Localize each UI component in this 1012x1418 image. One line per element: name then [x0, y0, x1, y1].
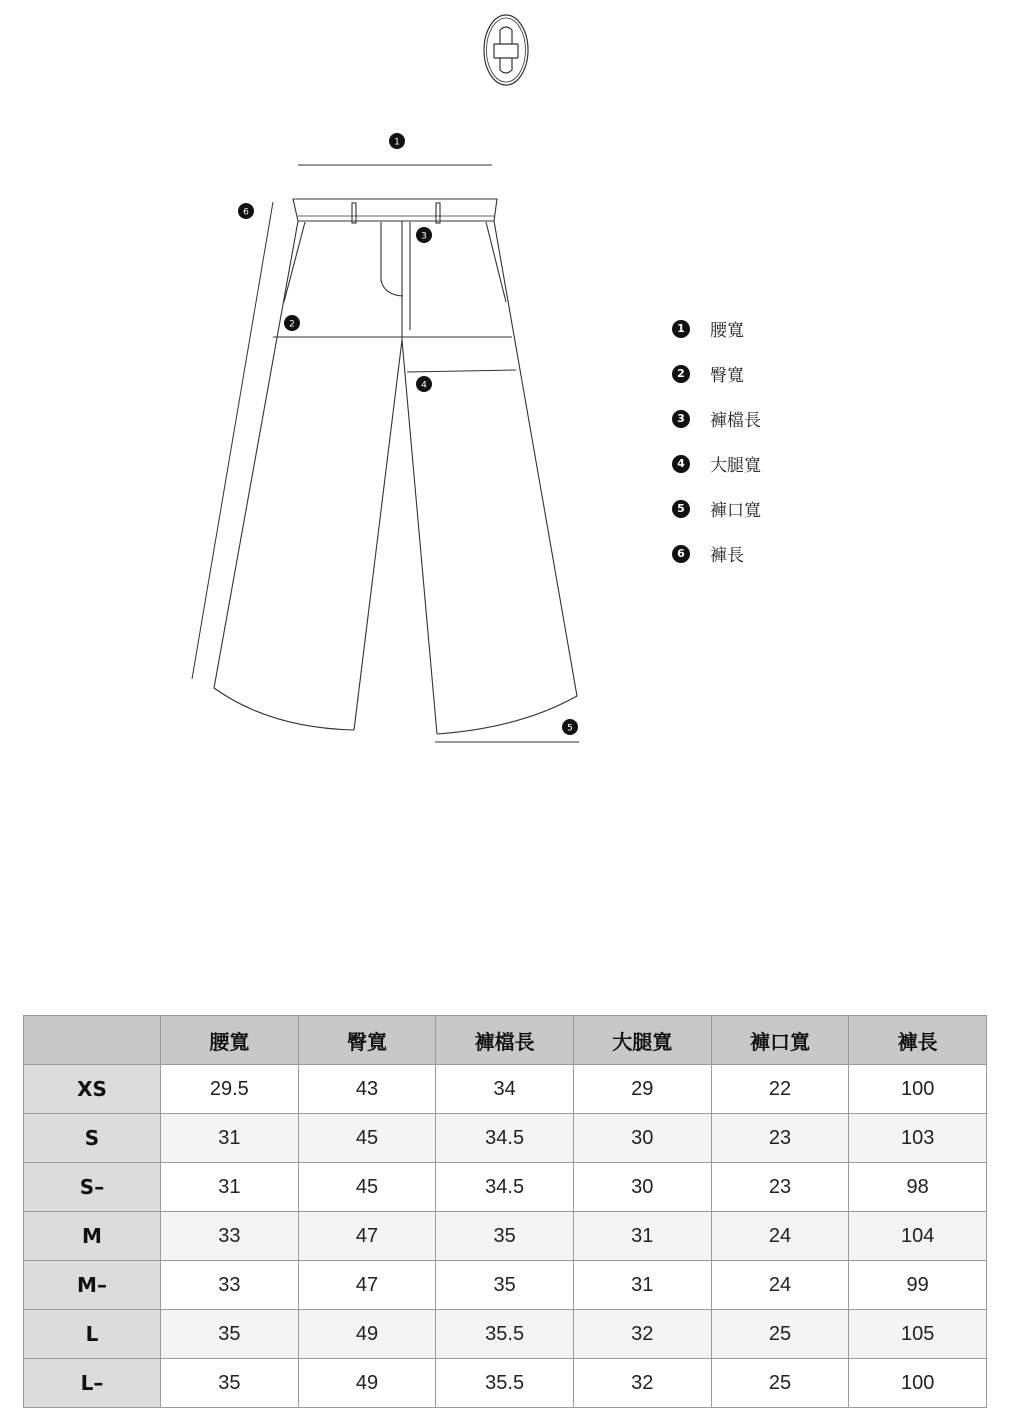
size-label: M– [24, 1261, 161, 1310]
size-label: XS [24, 1065, 161, 1114]
size-label: L [24, 1310, 161, 1359]
size-label: L– [24, 1359, 161, 1408]
table-cell: 105 [849, 1310, 987, 1359]
marker-6-label: 6 [243, 207, 249, 218]
table-cell: 100 [849, 1359, 987, 1408]
table-cell: 34.5 [436, 1163, 574, 1212]
table-row [24, 1359, 987, 1408]
table-cell: 25 [711, 1359, 849, 1408]
legend-item [672, 306, 761, 351]
table-row [24, 1261, 987, 1310]
table-cell: 24 [711, 1261, 849, 1310]
table-cell: 32 [573, 1310, 711, 1359]
legend-label: 腰寬 [710, 321, 744, 341]
table-cell: 45 [298, 1114, 436, 1163]
marker-6 [238, 203, 254, 219]
legend-item [672, 351, 761, 396]
table-cell: 35 [161, 1310, 299, 1359]
table-cell: 43 [298, 1065, 436, 1114]
legend-number: 2 [672, 365, 690, 383]
marker-2-label: 2 [289, 319, 295, 330]
table-cell: 31 [573, 1261, 711, 1310]
table-cell: 34 [436, 1065, 574, 1114]
size-chart-table [23, 1015, 987, 1408]
brand-monogram-logo [484, 15, 528, 85]
column-header: 腰寬 [161, 1016, 299, 1065]
marker-3 [416, 227, 432, 243]
table-cell: 33 [161, 1261, 299, 1310]
table-cell: 98 [849, 1163, 987, 1212]
marker-5-label: 5 [567, 723, 573, 734]
legend-label: 褲長 [710, 546, 744, 566]
legend-number: 4 [672, 455, 690, 473]
column-header: 褲檔長 [436, 1016, 574, 1065]
table-cell: 32 [573, 1359, 711, 1408]
legend-item [672, 531, 761, 576]
table-cell: 24 [711, 1212, 849, 1261]
measurement-legend [672, 306, 761, 576]
size-label: S– [24, 1163, 161, 1212]
table-cell: 33 [161, 1212, 299, 1261]
legend-label: 臀寬 [710, 366, 744, 386]
table-cell: 29.5 [161, 1065, 299, 1114]
legend-number: 5 [672, 500, 690, 518]
table-row [24, 1114, 987, 1163]
legend-label: 褲口寬 [710, 501, 761, 521]
table-cell: 30 [573, 1163, 711, 1212]
legend-number: 1 [672, 320, 690, 338]
table-cell: 45 [298, 1163, 436, 1212]
table-cell: 23 [711, 1114, 849, 1163]
table-cell: 35 [161, 1359, 299, 1408]
table-cell: 23 [711, 1163, 849, 1212]
marker-1 [389, 133, 405, 149]
table-cell: 34.5 [436, 1114, 574, 1163]
size-label: M [24, 1212, 161, 1261]
table-cell: 31 [161, 1114, 299, 1163]
table-cell: 47 [298, 1261, 436, 1310]
table-cell: 100 [849, 1065, 987, 1114]
table-row [24, 1310, 987, 1359]
table-cell: 25 [711, 1310, 849, 1359]
table-corner-cell [24, 1016, 161, 1065]
table-row [24, 1065, 987, 1114]
legend-label: 大腿寬 [710, 456, 761, 476]
table-cell: 49 [298, 1359, 436, 1408]
table-cell: 30 [573, 1114, 711, 1163]
legend-label: 褲檔長 [710, 411, 761, 431]
legend-item [672, 396, 761, 441]
marker-3-label: 3 [421, 231, 427, 242]
table-cell: 104 [849, 1212, 987, 1261]
table-cell: 99 [849, 1261, 987, 1310]
table-row [24, 1212, 987, 1261]
table-cell: 35.5 [436, 1310, 574, 1359]
marker-2 [284, 315, 300, 331]
table-row [24, 1163, 987, 1212]
marker-4-label: 4 [421, 380, 427, 391]
legend-number: 6 [672, 545, 690, 563]
legend-number: 3 [672, 410, 690, 428]
marker-5 [562, 719, 578, 735]
column-header: 褲長 [849, 1016, 987, 1065]
measurement-lines [192, 165, 579, 742]
table-cell: 35.5 [436, 1359, 574, 1408]
column-header: 臀寬 [298, 1016, 436, 1065]
legend-item [672, 486, 761, 531]
table-cell: 31 [573, 1212, 711, 1261]
legend-item [672, 441, 761, 486]
table-cell: 31 [161, 1163, 299, 1212]
table-cell: 47 [298, 1212, 436, 1261]
table-cell: 35 [436, 1212, 574, 1261]
pants-outline [214, 199, 577, 734]
marker-1-label: 1 [394, 137, 400, 148]
table-cell: 22 [711, 1065, 849, 1114]
table-cell: 103 [849, 1114, 987, 1163]
table-header-row [24, 1016, 987, 1065]
size-label: S [24, 1114, 161, 1163]
column-header: 大腿寬 [573, 1016, 711, 1065]
table-cell: 49 [298, 1310, 436, 1359]
table-cell: 29 [573, 1065, 711, 1114]
table-cell: 35 [436, 1261, 574, 1310]
marker-4 [416, 376, 432, 392]
column-header: 褲口寬 [711, 1016, 849, 1065]
